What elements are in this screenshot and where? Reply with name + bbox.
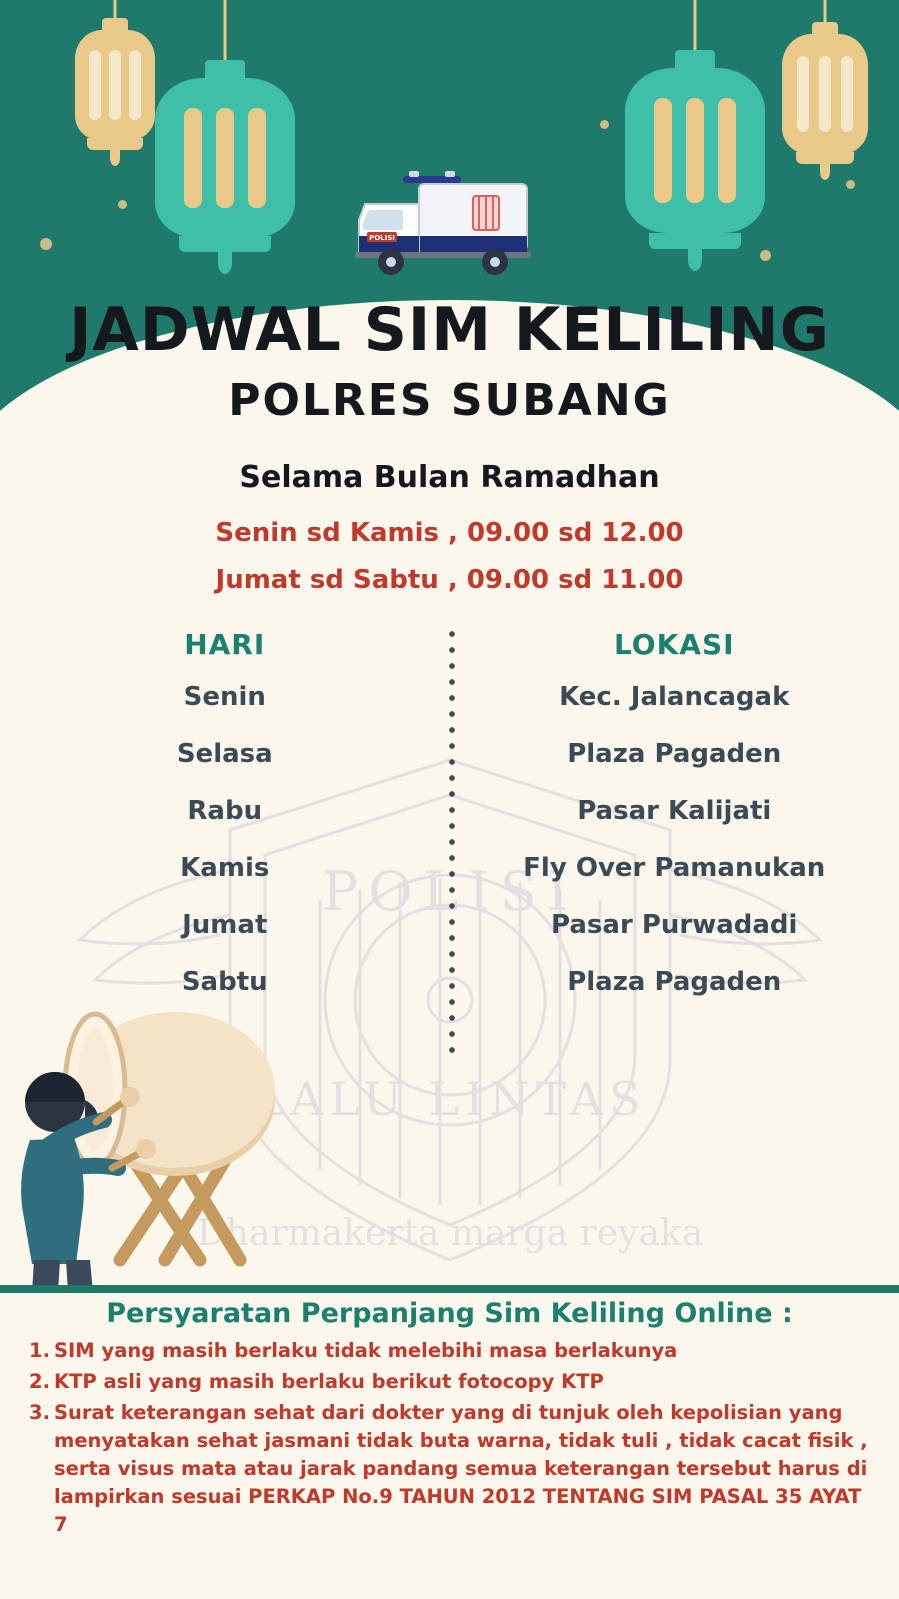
list-item-text: KTP asli yang masih berlaku berikut fotocopy KTP (54, 1370, 604, 1393)
lantern-icon (775, 0, 875, 230)
schedule-location: Kec. Jalancagak (559, 681, 790, 712)
lantern-icon (620, 0, 770, 300)
panel-divider (0, 1285, 899, 1293)
schedule-day: Kamis (180, 852, 270, 883)
decorative-dot (600, 120, 609, 129)
lantern-icon (70, 0, 160, 210)
schedule-location: Plaza Pagaden (567, 966, 782, 997)
schedule-location: Fly Over Pamanukan (523, 852, 826, 883)
page-subtitle: POLRES SUBANG (228, 375, 671, 426)
list-item-number: 2. (29, 1370, 50, 1393)
column-header-lokasi: LOKASI (613, 627, 735, 661)
police-truck-icon (345, 170, 555, 290)
lantern-icon (150, 0, 300, 290)
decorative-dot (40, 238, 52, 250)
schedule-location: Pasar Kalijati (577, 795, 772, 826)
list-item-text: SIM yang masih berlaku tidak melebihi masa berlakunya (54, 1339, 678, 1362)
table-row (0, 725, 899, 782)
schedule-header-row (0, 620, 899, 668)
list-item (24, 1368, 876, 1396)
schedule-day: Sabtu (181, 966, 268, 997)
schedule-day: Selasa (176, 738, 273, 769)
svg-text:POLISI: POLISI (368, 234, 395, 242)
list-item (24, 1399, 876, 1539)
requirements-title: Persyaratan Perpanjang Sim Keliling Online : (106, 1298, 793, 1329)
schedule-location: Pasar Purwadadi (551, 909, 798, 940)
column-header-hari: HARI (184, 627, 266, 661)
hours-line-2: Jumat sd Sabtu , 09.00 sd 11.00 (215, 565, 684, 595)
table-row (0, 668, 899, 725)
list-item-number: 1. (29, 1339, 50, 1362)
requirements-list (24, 1337, 876, 1542)
ramadhan-note: Selama Bulan Ramadhan (239, 460, 660, 495)
schedule-day: Rabu (187, 795, 263, 826)
list-item-number: 3. (29, 1401, 50, 1424)
table-row (0, 782, 899, 839)
schedule-day: Senin (183, 681, 266, 712)
table-row (0, 839, 899, 896)
list-item-text: Surat keterangan sehat dari dokter yang di tunjuk oleh kepolisian yang menyatakan sehat jasmani tidak buta warna, tidak tuli , tidak cacat fisik , serta visus mata atau jarak pandang semua keterangan tersebut harus di lampirkan sesuai PERKAP No.9 TAHUN 2012 TENTANG SIM PASAL 35 AYAT 7 (54, 1401, 868, 1536)
bedug-drummer-illustration (0, 960, 310, 1290)
schedule-location: Plaza Pagaden (567, 738, 782, 769)
table-row (0, 896, 899, 953)
list-item (24, 1337, 876, 1365)
page-title: JADWAL SIM KELILING (69, 295, 830, 365)
hours-line-1: Senin sd Kamis , 09.00 sd 12.00 (215, 518, 684, 548)
schedule-day: Jumat (182, 909, 268, 940)
schedule-table (0, 620, 899, 1010)
